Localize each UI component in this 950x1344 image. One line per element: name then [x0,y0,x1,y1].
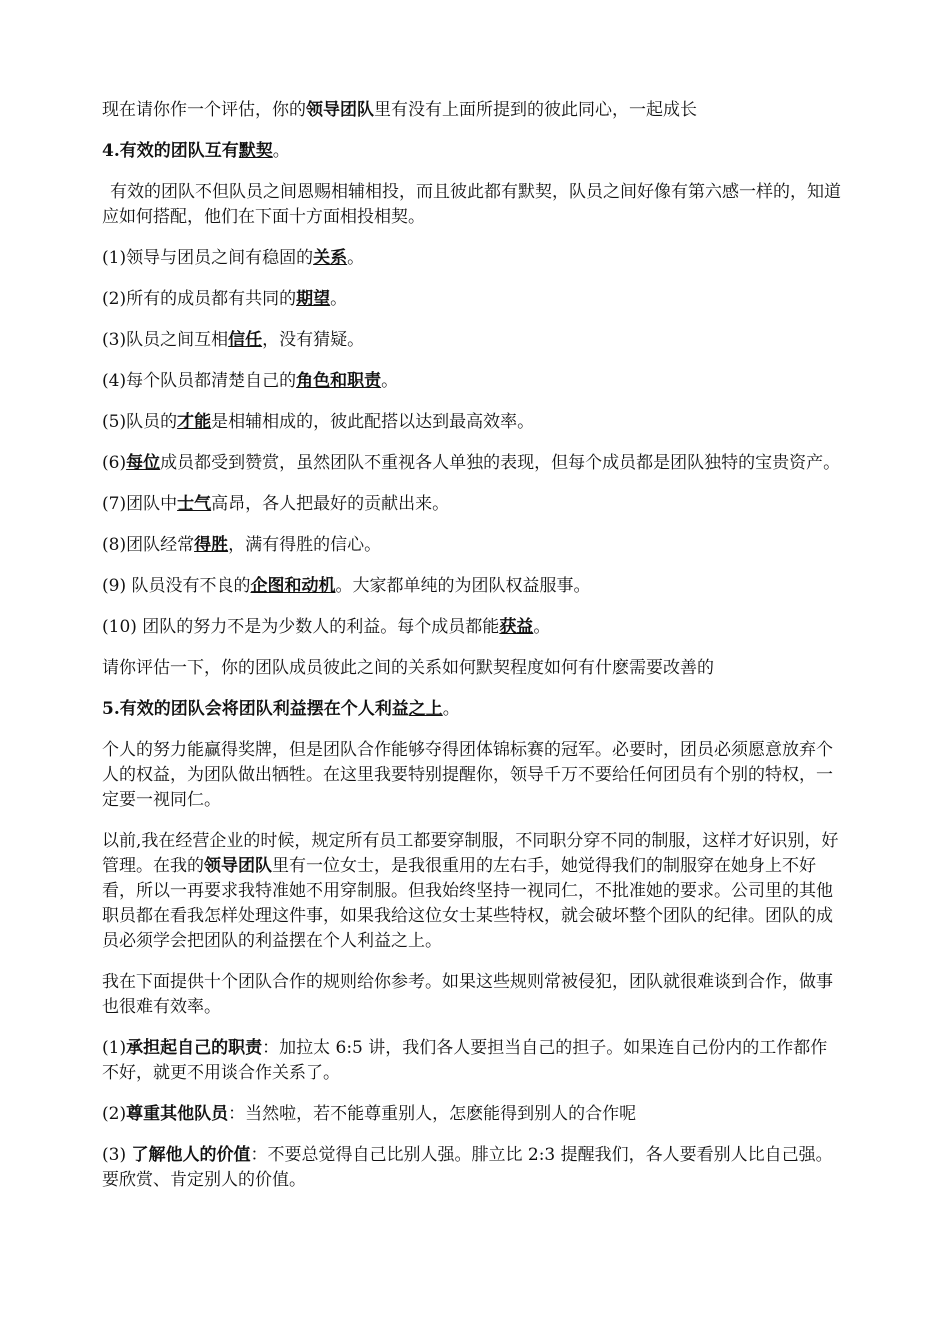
rule-item: (1)承担起自己的职责：加拉太 6:5 讲，我们各人要担当自己的担子。如果连自己份内的工作都作不好，就更不用谈合作关系了。 [102,1038,828,1083]
list-item: (2)所有的成员都有共同的期望。 [102,289,348,309]
list-item: (7)团队中士气高昂，各人把最好的贡献出来。 [102,494,450,514]
paragraph-evaluate-leadership: 现在请你作一个评估，你的领导团队里有没有上面所提到的彼此同心，一起成长 [102,100,697,120]
heading-section-4: 4.有效的团队互有默契。 [102,141,290,161]
underlined-term: 信任 [228,330,263,350]
underlined-term: 每位 [126,453,161,473]
bold-term: 尊重其他队员 [126,1104,229,1124]
underlined-term: 才能 [177,412,212,432]
underlined-term: 得胜 [194,535,229,555]
document-page [102,98,842,1209]
paragraph-rules-intro: 我在下面提供十个团队合作的规则给你参考。如果这些规则常被侵犯，团队就很难谈到合作，做事也很难有效率。 [102,972,833,1017]
underlined-term: 获益 [499,617,534,637]
list-item: (4)每个队员都清楚自己的角色和职责。 [102,371,399,391]
rule-item: (2)尊重其他队员：当然啦，若不能尊重别人，怎麽能得到别人的合作呢 [102,1104,637,1124]
list-item: (8)团队经常得胜，满有得胜的信心。 [102,535,382,555]
paragraph-uniform-story: 以前,我在经营企业的时候，规定所有员工都要穿制服，不同职分穿不同的制服，这样才好识别，好管理。在我的领导团队里有一位女士，是我很重用的左右手，她觉得我们的制服穿在她身上不好看，所以一再要求我特准她不用穿制服。但我始终坚持一视同仁，不批准她的要求。公司里的其他职员都在看我怎样处理这件事，如果我给这位女士某些特权，就会破坏整个团队的纪律。团队的成员必须学会把团队的利益摆在个人利益之上。 [102,831,839,951]
list-item: (10) 团队的努力不是为少数人的利益。每个成员都能获益。 [102,617,551,637]
list-item: (9) 队员没有不良的企图和动机。大家都单纯的为团队权益服事。 [102,576,591,596]
paragraph-team-interest: 个人的努力能赢得奖牌，但是团队合作能够夺得团体锦标赛的冠军。必要时，团员必须愿意放弃个人的权益，为团队做出牺牲。在这里我要特别提醒你，领导千万不要给任何团员有个别的特权，一定要一视同仁。 [102,740,833,810]
underlined-term: 企图和动机 [250,576,336,596]
heading-section-5: 5.有效的团队会将团队利益摆在个人利益之上。 [102,699,460,719]
bold-term: 领导团队 [204,856,272,876]
underlined-term: 关系 [313,248,348,268]
list-item: (5)队员的才能是相辅相成的，彼此配搭以达到最高效率。 [102,412,535,432]
paragraph-evaluate-team: 请你评估一下，你的团队成员彼此之间的关系如何默契程度如何有什麽需要改善的 [102,658,714,678]
list-item: (6)每位成员都受到赞赏，虽然团队不重视各人单独的表现，但每个成员都是团队独特的宝贵资产。 [102,453,841,473]
underlined-term: 默契 [238,141,273,161]
list-item: (1)领导与团员之间有稳固的关系。 [102,248,365,268]
underlined-term: 角色和职责 [296,371,382,391]
bold-term: 领导团队 [306,100,374,120]
bold-term: 了解他人的价值 [131,1145,251,1165]
list-item: (3)队员之间互相信任，没有猜疑。 [102,330,365,350]
underlined-term: 期望 [296,289,331,309]
underlined-term: 之上 [408,699,443,719]
underlined-term: 士气 [177,494,212,514]
rule-item: (3) 了解他人的价值：不要总觉得自己比别人强。腓立比 2:3 提醒我们，各人要看别人比自己强。要欣赏、肯定别人的价值。 [102,1145,833,1190]
bold-term: 承担起自己的职责 [126,1038,263,1058]
paragraph-tacit-understanding: 有效的团队不但队员之间恩赐相辅相投，而且彼此都有默契，队员之间好像有第六感一样的，知道应如何搭配，他们在下面十方面相投相契。 [102,182,841,227]
